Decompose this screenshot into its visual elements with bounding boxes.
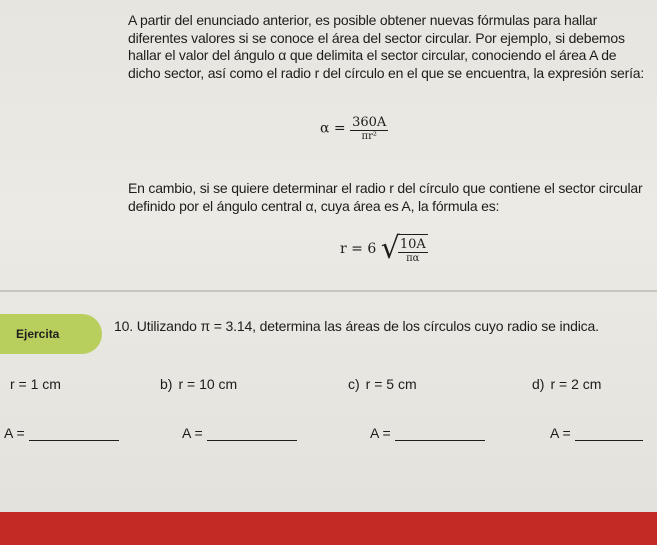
answer-a-blank[interactable] [29,440,119,441]
answer-c-label: A = [370,425,391,441]
formula-r-numerator: 10A [399,237,426,252]
case-a [4,376,61,392]
formula-alpha-numerator: 360A [352,115,387,130]
case-d-value: r = 2 cm [550,376,602,392]
case-b [160,376,237,392]
case-c [348,376,417,392]
bottom-red-band [0,512,657,545]
answer-d-blank[interactable] [575,440,643,441]
answer-d [550,425,643,441]
case-d [532,376,601,392]
answer-c-blank[interactable] [395,440,485,441]
case-b-label: b) [160,376,173,392]
formula-alpha-left: α = [320,120,346,137]
answer-a-label: A = [4,425,25,441]
intro-paragraph: A partir del enunciado anterior, es posible obtener nuevas fórmulas para hallar diferentes valores si se conoce el área del sector circular. Por ejemplo, si debemos hallar el valor del ángulo α que delimita el sector circular, conociendo el área A de dicho sector, así como el radio r del círculo en el que se encuentra, la expresión sería: [128,12,645,81]
answer-d-label: A = [550,425,571,441]
sqrt-symbol: √ $\frac{10A}{\pi\alpha}$ [380,231,426,266]
case-b-value: r = 10 cm [178,376,238,392]
answer-a [4,425,119,441]
second-paragraph: En cambio, si se quiere determinar el radio r del círculo que contiene el sector circular definido por el ángulo central α, cuya área es A, la fórmula es: [128,180,643,214]
formula-alpha-denominator: πr² [361,131,377,142]
case-c-label: c) [348,376,360,392]
section-divider [0,290,657,292]
formula-r-denominator: πα [406,253,420,264]
ejercita-tag: Ejercita [0,314,102,354]
answer-b-blank[interactable] [207,440,297,441]
case-d-label: d) [532,376,545,392]
answer-c [370,425,485,441]
formula-r-left: r = 6 [340,241,377,257]
formula-alpha-fraction [350,115,388,142]
case-a-value: r = 1 cm [10,376,61,392]
formula-r [340,231,428,266]
formula-alpha [320,115,388,142]
question-10: 10. Utilizando π = 3.14, determina las áreas de los círculos cuyo radio se indica. [114,318,599,334]
case-c-value: r = 5 cm [365,376,417,392]
formula-r-fraction [398,237,428,264]
answer-b-label: A = [182,425,203,441]
answer-b [182,425,297,441]
